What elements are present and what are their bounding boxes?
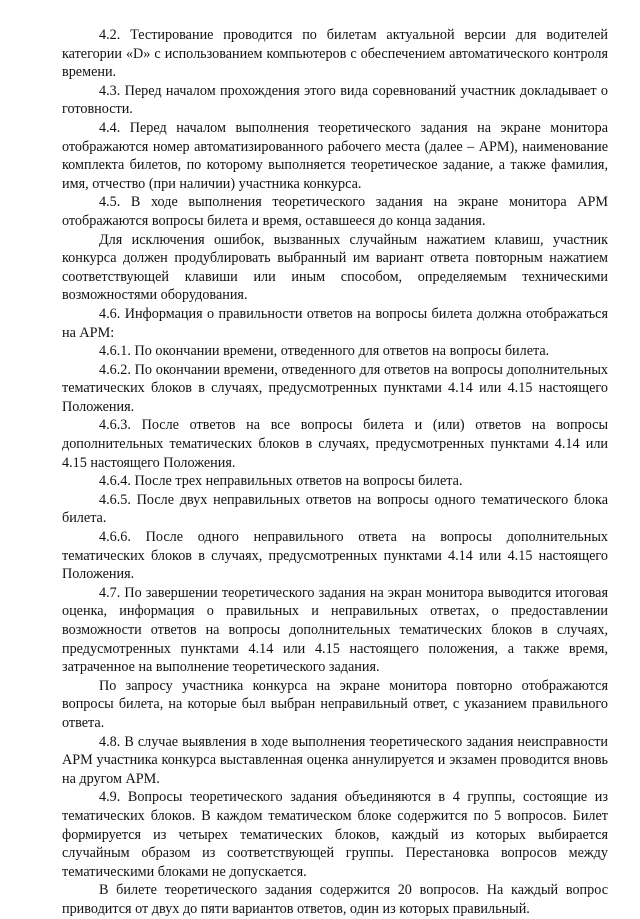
paragraph-4-6-3: 4.6.3. После ответов на все вопросы билета и (или) ответов на вопросы дополнительных тематических блоков в случаях, предусмотренных пунктами 4.14 или 4.15 настоящего Положения. bbox=[62, 417, 608, 471]
paragraph-4-2: 4.2. Тестирование проводится по билетам актуальной версии для водителей категории «D» с использованием компьютеров с обеспечением автоматического контроля времени. bbox=[62, 27, 608, 81]
paragraph-4-5: 4.5. В ходе выполнения теоретического задания на экране монитора АРМ отображаются вопросы билета и время, оставшееся до конца задания. bbox=[62, 194, 608, 229]
paragraph-4-6-6: 4.6.6. После одного неправильного ответа на вопросы дополнительных тематических блоков в случаях, предусмотренных пунктами 4.14 или 4.15 настоящего Положения. bbox=[62, 529, 608, 583]
paragraph-4-6: 4.6. Информация о правильности ответов на вопросы билета должна отображаться на АРМ: bbox=[62, 305, 608, 341]
paragraph-4-7-continued: По запросу участника конкурса на экране монитора повторно отображаются вопросы билета, на которые был выбран неправильный ответ, с указанием правильного ответа. bbox=[62, 677, 608, 731]
paragraph-4-7: 4.7. По завершении теоретического задания на экран монитора выводится итоговая оценка, информация о правильных и неправильных ответах, о предоставлении возможности ответов на вопросы дополнительных тематических блоков в случаях, предусмотренных пунктами 4.14 или 4.15 настоящего положения, а также время, затраченное на выполнение теоретического задания. bbox=[62, 584, 608, 676]
paragraph-4-9: 4.9. Вопросы теоретического задания объединяются в 4 группы, состоящие из тематических блоков. В каждом тематическом блоке содержится по 5 вопросов. Билет формируется из четырех тематических блоков, каждый из которых выбирается случайным образом из соответствующей группы. Перестановка вопросов между тематическими блоками не допускается. bbox=[62, 789, 608, 880]
paragraph-4-6-1: 4.6.1. По окончании времени, отведенного для ответов на вопросы билета. bbox=[99, 343, 550, 360]
paragraph-4-8: 4.8. В случае выявления в ходе выполнения теоретического задания неисправности АРМ участника конкурса выставленная оценка аннулируется и экзамен проводится вновь на другом АРМ. bbox=[62, 733, 608, 787]
paragraph-4-6-2: 4.6.2. По окончании времени, отведенного для ответов на вопросы дополнительных тематических блоков в случаях, предусмотренных пунктами 4.14 или 4.15 настоящего Положения. bbox=[62, 361, 608, 415]
paragraph-4-4: 4.4. Перед началом выполнения теоретического задания на экране монитора отображаются номер автоматизированного рабочего места (далее – АРМ), наименование комплекта билетов, по которому выполняется теоретическое задание, а также фамилия, имя, отчество (при наличии) участника конкурса. bbox=[62, 119, 608, 192]
document-page bbox=[62, 26, 608, 919]
paragraph-4-6-5: 4.6.5. После двух неправильных ответов на вопросы одного тематического блока билета. bbox=[62, 491, 608, 527]
paragraph-4-5-continued: Для исключения ошибок, вызванных случайным нажатием клавиш, участник конкурса должен продублировать выбранный им вариант ответа повторным нажатием соответствующей клавиши или иным способом, определяемым техническими возможностями оборудования. bbox=[62, 231, 608, 304]
paragraph-4-6-4: 4.6.4. После трех неправильных ответов на вопросы билета. bbox=[99, 473, 463, 490]
paragraph-4-9-continued: В билете теоретического задания содержится 20 вопросов. На каждый вопрос приводится от двух до пяти вариантов ответов, один из которых правильный. bbox=[62, 882, 608, 917]
paragraph-4-3: 4.3. Перед началом прохождения этого вида соревнований участник докладывает о готовности. bbox=[62, 82, 608, 118]
